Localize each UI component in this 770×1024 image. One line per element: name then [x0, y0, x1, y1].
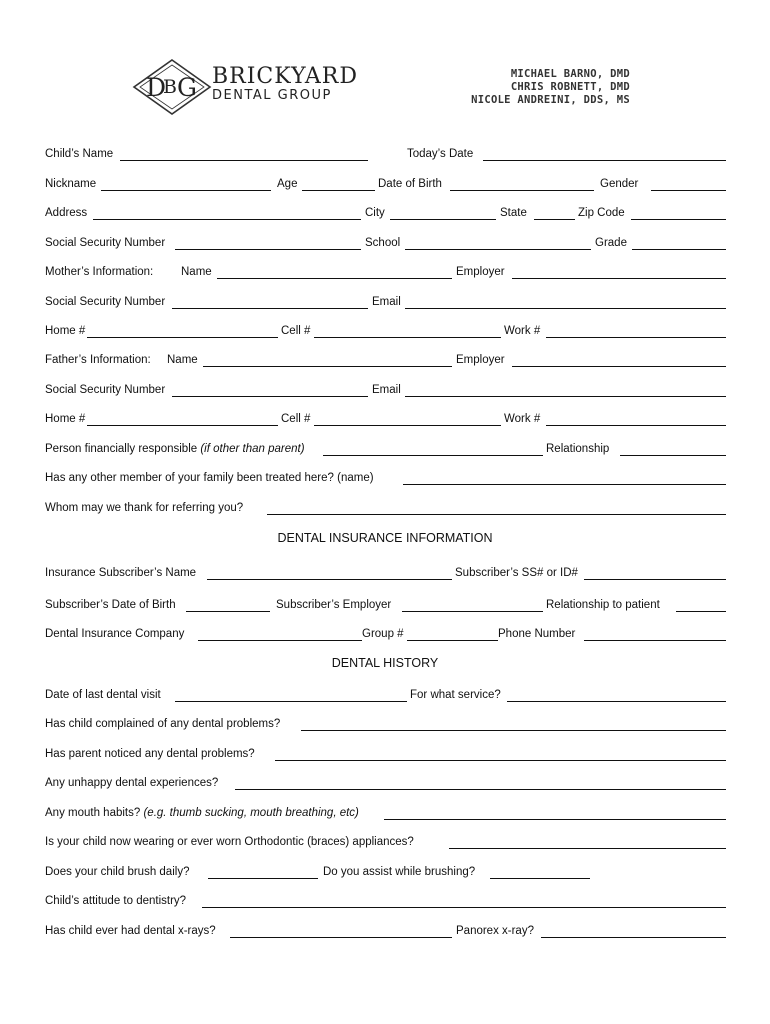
mother-cell-label: Cell #	[281, 325, 311, 337]
form-row	[45, 146, 726, 162]
form-row	[45, 176, 726, 192]
form-row	[45, 411, 726, 427]
mouth-habits-note: (e.g. thumb sucking, mouth breathing, etc)	[143, 807, 359, 819]
nickname-label: Nickname	[45, 178, 97, 190]
subscriber-dob-label: Subscriber’s Date of Birth	[45, 599, 176, 611]
gender-field[interactable]	[651, 190, 726, 191]
mouth-habits-label: Any mouth habits? (e.g. thumb sucking, mouth breathing, etc)	[45, 807, 359, 819]
form-row	[45, 805, 726, 821]
father-email-label: Email	[372, 384, 401, 396]
group-label: Group #	[362, 628, 404, 640]
last-visit-label: Date of last dental visit	[45, 689, 161, 701]
form-row	[45, 500, 726, 516]
group-field[interactable]	[407, 640, 498, 641]
relationship-patient-field[interactable]	[676, 611, 726, 612]
form-row	[45, 470, 726, 486]
referral-label: Whom may we thank for referring you?	[45, 502, 244, 514]
father-employer-field[interactable]	[512, 366, 726, 367]
what-service-field[interactable]	[507, 701, 726, 702]
insurance-company-field[interactable]	[198, 640, 362, 641]
mother-name-label: Name	[181, 266, 212, 278]
father-email-field[interactable]	[405, 396, 726, 397]
brand-name: BRICKYARD	[212, 64, 359, 89]
assist-brushing-label: Do you assist while brushing?	[323, 866, 476, 878]
childs-name-field[interactable]	[120, 160, 368, 161]
ssn-field[interactable]	[175, 249, 361, 250]
father-ssn-label: Social Security Number	[45, 384, 166, 396]
zip-field[interactable]	[631, 219, 726, 220]
todays-date-label: Today’s Date	[407, 148, 474, 160]
subscriber-employer-field[interactable]	[402, 611, 543, 612]
grade-label: Grade	[595, 237, 627, 249]
doctor-name: NICOLE ANDREINI, DDS, MS	[471, 94, 630, 106]
subscriber-ss-field[interactable]	[584, 579, 726, 580]
mother-home-field[interactable]	[87, 337, 278, 338]
form-row	[45, 687, 726, 703]
child-complained-field[interactable]	[301, 730, 726, 731]
svg-text:G: G	[177, 73, 197, 102]
form-row	[45, 565, 726, 581]
subscriber-dob-field[interactable]	[186, 611, 270, 612]
brush-daily-field[interactable]	[208, 878, 318, 879]
doctor-list	[470, 68, 630, 107]
form-row	[45, 352, 726, 368]
form-row	[45, 923, 726, 939]
subscriber-employer-label: Subscriber’s Employer	[276, 599, 392, 611]
what-service-label: For what service?	[410, 689, 501, 701]
relationship-field[interactable]	[620, 455, 726, 456]
mother-employer-label: Employer	[456, 266, 505, 278]
doctor-name: MICHAEL BARNO, DMD	[510, 68, 630, 80]
form-row	[45, 264, 726, 280]
mother-email-field[interactable]	[405, 308, 726, 309]
referral-field[interactable]	[267, 514, 726, 515]
svg-text:B: B	[163, 76, 177, 98]
father-home-label: Home #	[45, 413, 86, 425]
form-row	[45, 716, 726, 732]
mother-cell-field[interactable]	[314, 337, 501, 338]
financial-resp-field[interactable]	[323, 455, 543, 456]
form-row	[45, 597, 726, 613]
panorex-field[interactable]	[541, 937, 726, 938]
financial-resp-note: (if other than parent)	[200, 443, 305, 455]
ssn-label: Social Security Number	[45, 237, 166, 249]
relationship-label: Relationship	[546, 443, 610, 455]
attitude-label: Child’s attitude to dentistry?	[45, 895, 187, 907]
father-ssn-field[interactable]	[172, 396, 368, 397]
mother-work-field[interactable]	[546, 337, 726, 338]
mother-ssn-label: Social Security Number	[45, 296, 166, 308]
form-row	[45, 441, 726, 457]
phone-field[interactable]	[584, 640, 726, 641]
address-field[interactable]	[93, 219, 361, 220]
insurance-company-label: Dental Insurance Company	[45, 628, 185, 640]
other-member-note: (name)	[337, 472, 374, 484]
child-complained-label: Has child complained of any dental problems?	[45, 718, 281, 730]
state-field[interactable]	[534, 219, 575, 220]
unhappy-label: Any unhappy dental experiences?	[45, 777, 219, 789]
form-row	[45, 893, 726, 909]
school-label: School	[365, 237, 401, 249]
form-row	[45, 626, 726, 642]
xrays-label: Has child ever had dental x-rays?	[45, 925, 216, 937]
mother-home-label: Home #	[45, 325, 86, 337]
form-row	[45, 775, 726, 791]
father-work-label: Work #	[504, 413, 541, 425]
dob-field[interactable]	[450, 190, 594, 191]
father-employer-label: Employer	[456, 354, 505, 366]
insurance-heading: DENTAL INSURANCE INFORMATION	[277, 531, 493, 545]
mother-email-label: Email	[372, 296, 401, 308]
form-row	[45, 235, 726, 251]
mothers-info-label: Mother’s Information:	[45, 266, 154, 278]
father-name-label: Name	[167, 354, 198, 366]
mother-work-label: Work #	[504, 325, 541, 337]
form-row	[45, 746, 726, 762]
relationship-patient-label: Relationship to patient	[546, 599, 660, 611]
nickname-field[interactable]	[101, 190, 271, 191]
attitude-field[interactable]	[202, 907, 726, 908]
doctor-name: CHRIS ROBNETT, DMD	[510, 81, 630, 93]
form-row	[45, 294, 726, 310]
xrays-field[interactable]	[230, 937, 452, 938]
parent-noticed-field[interactable]	[275, 760, 726, 761]
father-name-field[interactable]	[203, 366, 452, 367]
dob-label: Date of Birth	[378, 178, 442, 190]
address-label: Address	[45, 207, 88, 219]
parent-noticed-label: Has parent noticed any dental problems?	[45, 748, 255, 760]
other-member-field[interactable]	[403, 484, 726, 485]
panorex-label: Panorex x-ray?	[456, 925, 534, 937]
svg-text:D: D	[146, 73, 167, 102]
subscriber-ss-label: Subscriber’s SS# or ID#	[455, 567, 578, 579]
subscriber-name-label: Insurance Subscriber’s Name	[45, 567, 197, 579]
last-visit-field[interactable]	[175, 701, 407, 702]
assist-brushing-field[interactable]	[490, 878, 590, 879]
state-label: State	[500, 207, 527, 219]
todays-date-field[interactable]	[483, 160, 726, 161]
city-label: City	[365, 207, 385, 219]
mother-name-field[interactable]	[217, 278, 452, 279]
mother-employer-field[interactable]	[512, 278, 726, 279]
subscriber-name-field[interactable]	[207, 579, 452, 580]
form-row	[45, 864, 726, 880]
history-heading: DENTAL HISTORY	[331, 656, 439, 670]
gender-label: Gender	[600, 178, 639, 190]
school-field[interactable]	[405, 249, 591, 250]
brush-daily-label: Does your child brush daily?	[45, 866, 190, 878]
financial-resp-label: Person financially responsible (if other than parent)	[45, 443, 305, 455]
fathers-info-label: Father’s Information:	[45, 354, 151, 366]
father-home-field[interactable]	[87, 425, 278, 426]
mother-ssn-field[interactable]	[172, 308, 368, 309]
form-row	[45, 205, 726, 221]
grade-field[interactable]	[632, 249, 726, 250]
zip-label: Zip Code	[578, 207, 625, 219]
phone-label: Phone Number	[498, 628, 576, 640]
form-row	[45, 382, 726, 398]
father-work-field[interactable]	[546, 425, 726, 426]
other-member-label: Has any other member of your family been treated here? (name)	[45, 472, 374, 484]
orthodontic-label: Is your child now wearing or ever worn Orthodontic (braces) appliances?	[45, 836, 414, 848]
father-cell-field[interactable]	[314, 425, 501, 426]
form-row	[45, 323, 726, 339]
form-row	[45, 834, 726, 850]
unhappy-field[interactable]	[235, 789, 726, 790]
brand-subtitle: DENTAL GROUP	[212, 88, 332, 103]
father-cell-label: Cell #	[281, 413, 311, 425]
age-field[interactable]	[302, 190, 375, 191]
orthodontic-field[interactable]	[449, 848, 726, 849]
city-field[interactable]	[390, 219, 496, 220]
mouth-habits-field[interactable]	[384, 819, 726, 820]
childs-name-label: Child’s Name	[45, 148, 114, 160]
age-label: Age	[277, 178, 298, 190]
